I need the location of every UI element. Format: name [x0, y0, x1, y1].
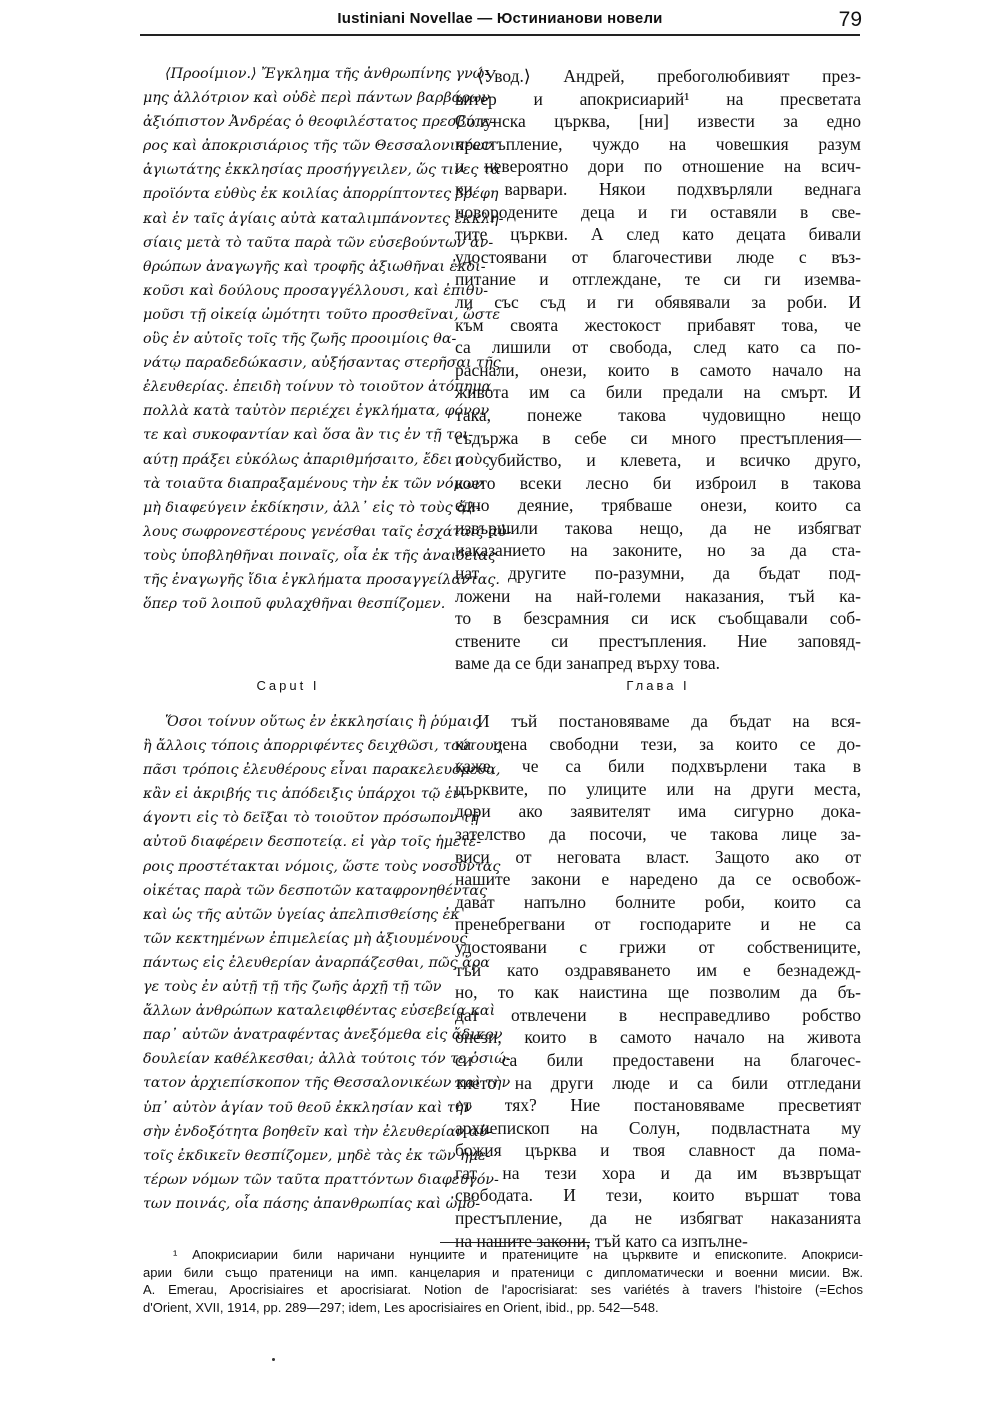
chapter-heading-bulgarian: Глава I	[626, 678, 690, 693]
greek-text-line: Ὅσοι τοίνυν οὕτως ἐν ἐκκλησίαις ἢ ῥύμαις	[165, 714, 481, 730]
bulgarian-text-line: което всеки лесно би изброил в такова	[455, 472, 861, 493]
greek-text-line: ὅπερ τοῦ λοιποῦ φυλαχθῆναι θεσπίζομεν.	[143, 596, 446, 613]
bulgarian-text-line: църквите, по улиците или на други места,	[455, 778, 861, 799]
bulgarian-text-line: онези, които в самото начало на живота	[455, 1027, 861, 1048]
greek-text-line: ἄλλων ἀνθρώπων καταλειφθέντας εὐσεβείᾳ καὶ	[143, 1003, 496, 1020]
bulgarian-text-line: ствените си престъпления. Ние заповяд-	[455, 630, 861, 651]
bulgarian-text-line: дори ако заявителят има сигурно дока-	[455, 801, 861, 822]
bulgarian-text-line: престъпление, чуждо на човешкия разум	[455, 133, 861, 154]
bulgarian-text-line: и убийство, и клевета, и всичко друго,	[455, 450, 861, 471]
footnote-line: арии били също пратеници на имп. канцелария и пратеници с дипломатически и военни мисии. Вж.	[143, 1264, 863, 1280]
bulgarian-text-line: ваме да се бди занапред върху това.	[455, 653, 720, 674]
greek-text-line: μης ἀλλότριον καὶ οὐδὲ περὶ πάντων βαρβάρων	[143, 90, 491, 107]
running-head	[140, 8, 860, 32]
greek-text-line: των ποινάς, οἷα πάσης ἀπανθρωπίας καὶ ὠμό-	[143, 1195, 481, 1212]
greek-text-line: ρος καὶ ἀποκρισιάριος τῆς τῶν Θεσσαλονικέων	[143, 138, 493, 155]
greek-text-line: ἁγιωτάτης ἐκκλησίας προσήγγειλεν, ὥς τινες τὰ	[143, 162, 501, 179]
footnote-line: A. Emerau, Apocrisiaires et apocrisiarat. Notion de l'apocrisiarat: ses variétés à travers l'histoire (=Echos	[143, 1282, 863, 1297]
greek-text-line: οὓς ἐν αὐτοῖς τοῖς τῆς ζωῆς προοιμίοις θα-	[143, 331, 457, 348]
bulgarian-text-line: божия църква и твоя славност да пома-	[455, 1140, 861, 1161]
bulgarian-text-line: удостоявани с грижи от собствениците,	[455, 936, 861, 957]
greek-text-line: αὐτοῦ διαφέρειν δεσποτείᾳ. εἰ γὰρ τοῖς ἡμετέ-	[143, 834, 482, 851]
chapter-heading-greek: Caput I	[256, 678, 320, 693]
greek-text-line: τοῖς ἐκδικεῖν θεσπίζομεν, μηδὲ τὰς ἐκ τῶν ἡμε-	[143, 1147, 491, 1164]
bulgarian-text-line: ложени на най-големи наказания, тъй ка-	[455, 585, 861, 606]
bulgarian-text-line: и невероятно дори по отношение на всич-	[455, 156, 861, 177]
running-title: Iustiniani Novellae — Юстинианови новели	[337, 10, 663, 27]
footnote-rule	[440, 1242, 590, 1243]
greek-text-line: τατον ἀρχιεπίσκοπον τῆς Θεσσαλονικέων καὶ τὴν	[143, 1075, 511, 1092]
greek-text-line: σίαις μετὰ τὸ ταῦτα παρὰ τῶν εὐσεβούντων ἀν-	[143, 234, 494, 251]
bulgarian-text-line: ки варвари. Някои подхвърляли веднага	[455, 178, 861, 199]
bulgarian-text-line: архиепископ на Солун, подвластната му	[455, 1117, 861, 1138]
bulgarian-text-line: нат другите по-разумни, да бъдат под-	[455, 563, 861, 584]
bulgarian-text-line: Солунска църква, [ни] извести за едно	[455, 111, 861, 132]
header-rule	[140, 34, 860, 36]
bulgarian-text-line: извършили такова нещо, да не избягват	[455, 517, 861, 538]
bulgarian-text-line: живота им са били предали на смърт. И	[455, 382, 861, 403]
greek-text-line: άγοντι εἰς τὸ δεῖξαι τὸ τοιοῦτον πρόσωπον τῇ	[143, 810, 479, 827]
bulgarian-text-line: питание и отглеждане, те си ги иземва-	[455, 269, 861, 290]
bulgarian-text-line: тието на други люде и са били отгледани	[455, 1072, 861, 1093]
bulgarian-text-line: гат на тези хора и да им възвръщат	[455, 1162, 861, 1183]
greek-text-line: κἂν εἰ ἀκριβής τις ἀπόδειξις ὑπάρχοι τῷ ἐν-	[143, 786, 467, 803]
bulgarian-text-line: са лишили от свобода, след като са по-	[455, 337, 861, 358]
bulgarian-text-line: свободата. И тези, които вършат това	[455, 1185, 861, 1206]
bulgarian-text-line: от тях? Ние постановяваме пресветият	[455, 1095, 861, 1116]
greek-text-line: τοὺς ὑποβληθῆναι ποιναῖς, οἷα ἐκ τῆς ἀναιδείας	[143, 547, 496, 564]
footnote	[143, 1246, 863, 1316]
greek-text-line: οἰκέτας παρὰ τῶν δεσποτῶν καταφρονηθέντας	[143, 882, 488, 899]
page-number: 79	[838, 8, 862, 31]
greek-text-line: αύτῃ πράξει εὐκόλως ἀπαριθμήσαιτο, ἔδει τοὺς	[143, 451, 491, 468]
greek-text-line: ἀξιόπιστον Ἀνδρέας ὁ θεοφιλέστατος πρεσβύτε-	[143, 114, 495, 131]
greek-text-line: ἐλευθερίας. ἐπειδὴ τοίνυν τὸ τοιοῦτον ἀτόπημα	[143, 379, 492, 396]
greek-text-line: παρ᾽ αὐτῶν ἀνατραφέντας ἀνεξόμεθα εἰς ἄδικον	[143, 1027, 503, 1044]
greek-text-line: καὶ ἐν ταῖς ἁγίαις αὐτὰ καταλιμπάνοντες ἐκκλη-	[143, 210, 504, 227]
bulgarian-text-line: престъпление, да не избягват наказанията	[455, 1208, 861, 1229]
chapter1-greek-column	[143, 710, 511, 1216]
footnote-text: Апокрисиарии били наричани нунциите и пратениците на църквите и епископите. Апокриси-	[192, 1247, 863, 1262]
bulgarian-text-line: И тъй постановяваме да бъдат на вся-	[477, 711, 861, 731]
greek-text-line: σὴν ἐνδοξότητα βοηθεῖν καὶ τὴν ἐλευθερίαν αὐ-	[143, 1123, 493, 1140]
greek-text-line: πᾶσι τρόποις ἐλευθέρους εἶναι παρακελευόμεθα,	[143, 762, 501, 779]
bulgarian-text-line: към своята жестокост прибавят това, че	[455, 314, 861, 335]
bulgarian-text-line: ка цена свободни тези, за които се до-	[455, 733, 861, 754]
greek-text-line: κοῦσι καὶ δούλους προσαγγέλλουσι, καὶ ἐπιθυ-	[143, 282, 489, 299]
bulgarian-text-line: дават напълно болните роби, които са	[455, 891, 861, 912]
bulgarian-text-line: тите църкви. А след като децата бивали	[455, 224, 861, 245]
greek-text-line: τε καὶ συκοφαντίαν καὶ ὅσα ἂν τις ἐν τῇ τοι-	[143, 427, 474, 444]
greek-text-line: λους σωφρονεστέρους γενέσθαι ταῖς ἐσχάταις αὐ-	[143, 523, 512, 540]
bulgarian-text-line: пренебрегвани от господарите и не са	[455, 914, 861, 935]
bulgarian-text-line: тъй като оздравяването им е безнадежд-	[455, 959, 861, 980]
greek-text-line: ροις προστέτακται νόμοις, ὥστε τοὺς νοσοῦντας	[143, 858, 501, 875]
greek-text-line: νάτῳ παραδεδώκασιν, αὐξήσαντας στερῆσαι τῆς	[143, 355, 501, 372]
footnote-line: d'Orient, XVII, 1914, pp. 289—297; idem, Les apocrisiaires en Orient, ibid., pp. 542—548.	[143, 1299, 659, 1315]
bulgarian-text-line: зателство да посочи, че такова лице за-	[455, 823, 861, 844]
bulgarian-text-line: каже, че са били подхвърлени така в	[455, 756, 861, 777]
bulgarian-text-line: удостоявани от благочестиви люде с въз-	[455, 246, 861, 267]
greek-text-line: θρώπων ἀναγωγῆς καὶ τροφῆς ἀξιωθῆναι ἐκδι-	[143, 258, 486, 275]
greek-text-line: πάντως εἰς ἐλευθερίαν ἀναρπάζεσθαι, πῶς ἄρα	[143, 954, 490, 971]
greek-text-line: ⟨Προοίμιον.⟩ Ἔγκλημα τῆς ἀνθρωπίνης γνώ-	[165, 66, 490, 82]
greek-text-line: καὶ ὡς τῆς αὐτῶν ὑγείας ἀπελπισθείσης ἐκ	[143, 906, 460, 923]
bulgarian-text-line: дат отвлечени в несправедливо робство	[455, 1004, 861, 1025]
preamble-bulgarian-column	[455, 65, 861, 675]
bulgarian-text-line: ⟨Увод.⟩ Андрей, пребоголюбивият през-	[477, 66, 861, 86]
printer-dot	[272, 1358, 275, 1361]
bulgarian-text-line: така, понеже такова чудовищно нещо	[455, 404, 861, 425]
greek-text-line: τῆς ἐναγωγῆς ἴδια ἐγκλήματα προσαγγείλαντας.	[143, 571, 500, 588]
greek-text-line: πολλὰ κατὰ ταὐτὸν περιέχει ἐγκλήματα, φόνον	[143, 403, 490, 420]
greek-text-line: ἢ ἄλλοις τόποις ἀπορριφέντες δειχθῶσι, τούτους	[143, 738, 502, 755]
bulgarian-text-line: си са били предоставени на благочес-	[455, 1049, 861, 1070]
bulgarian-text-line: съдържа в себе си много престъпления—	[455, 427, 861, 448]
greek-text-line: τῶν κεκτημένων ἐπιμελείας μὴ ἀξιουμένους	[143, 930, 468, 947]
bulgarian-text-line: нашите закони е наредено да се освобож-	[455, 869, 861, 890]
bulgarian-text-line: то в безсрамния си иск съобщавали соб-	[455, 608, 861, 629]
bulgarian-text-line: виси от неговата власт. Защото ако от	[455, 846, 861, 867]
greek-text-line: γε τοὺς ἐν αὐτῇ τῇ τῆς ζωῆς ἀρχῇ τῇ τῶν	[143, 979, 442, 996]
bulgarian-text-line: раснали, онези, които в самото начало на	[455, 359, 861, 380]
preamble-greek-column	[143, 62, 512, 616]
footnote-line	[143, 1246, 863, 1264]
footnote-marker: ¹	[173, 1247, 193, 1262]
bulgarian-text-line: витер и апокрисиарий¹ на пресветата	[455, 88, 861, 109]
bulgarian-text-line: едно деяние, трябваше онези, които са	[455, 495, 861, 516]
bulgarian-text-line: новородените деца и ги оставяли в све-	[455, 201, 861, 222]
greek-text-line: δουλείαν καθέλκεσθαι; ἀλλὰ τούτοις τόν τε ὁσιώ-	[143, 1051, 511, 1068]
greek-text-line: ὑπ᾽ αὐτὸν ἁγίαν τοῦ θεοῦ ἐκκλησίαν καὶ τὴν	[143, 1099, 473, 1116]
greek-text-line: τὰ τοιαῦτα διαπραξαμένους τὴν ἐκ τῶν νόμων	[143, 475, 484, 492]
greek-text-line: μοῦσι τῇ οἰκείᾳ ὠμότητι τοῦτο προσθεῖναι, ὥστε	[143, 306, 501, 323]
greek-text-line: μὴ διαφεύγειν ἐκδίκησιν, ἀλλ᾽ εἰς τὸ τοὺς ἄλ-	[143, 499, 481, 516]
bulgarian-text-line: ли със съд и ги обявявали за роби. И	[455, 291, 861, 312]
bulgarian-text-line: на нашите закони, тъй като са изпълне-	[455, 1230, 748, 1251]
bulgarian-text-line: наказанието на законите, но за да ста-	[455, 540, 861, 561]
greek-text-line: τέρων νόμων τῶν ταῦτα πραττόντων διαφευγόν-	[143, 1171, 499, 1188]
bulgarian-text-line: но, то как наистина ще позволим да бъ-	[455, 982, 861, 1003]
greek-text-line: προϊόντα εὐθὺς ἐκ κοιλίας ἀπορρίπτοντες βρέφη	[143, 186, 499, 203]
chapter1-bulgarian-column	[455, 710, 861, 1252]
